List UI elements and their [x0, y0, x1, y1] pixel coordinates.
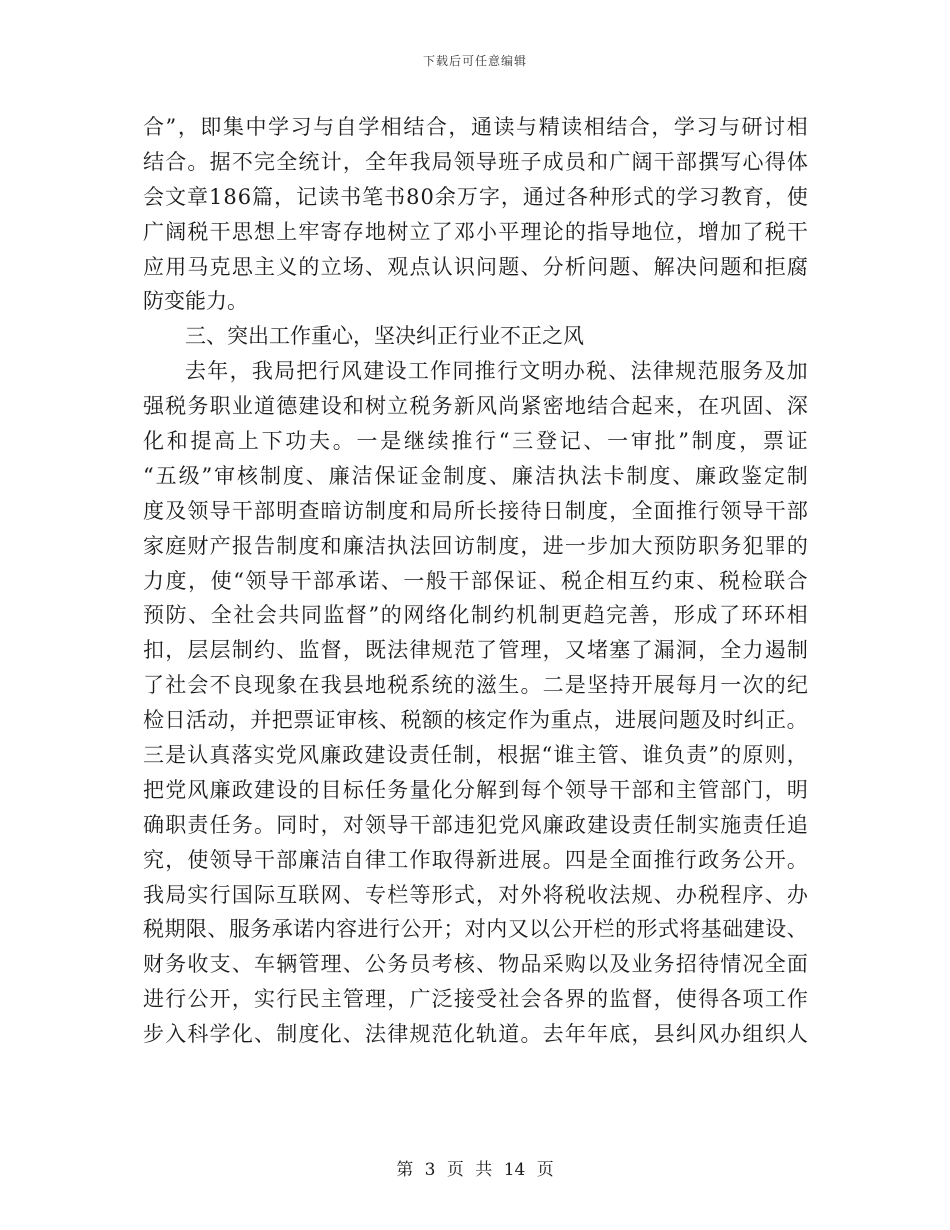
- page-header: 下载后可任意编辑: [422, 54, 527, 68]
- text-line: 会 文 章 1 8 6 篇 ， 记 读 书 笔 书 8 0 余 万 字 ， 通 过 各 种 形 式 的 学 习 教 育 ， 使: [143, 184, 808, 209]
- text-line: 强 税 务 职 业 道 德 建 设 和 树 立 税 务 新 风 尚 紧 密 地 结 合 起 来 ， 在 巩 固 、 深: [143, 394, 808, 419]
- text-line: 步 入 科 学 化 、 制 度 化 、 法 律 规 范 化 轨 道 。 去 年 年 底 ， 县 纠 风 办 组 织 人: [143, 1022, 808, 1047]
- text-line: 我 局 实 行 国 际 互 联 网 、 专 栏 等 形 式 ， 对 外 将 税 收 法 规 、 办 税 程 序 、 办: [143, 882, 808, 907]
- text-line: 了 社 会 不 良 现 象 在 我 县 地 税 系 统 的 滋 生 。 二 是 坚 持 开 展 每 月 一 次 的 纪: [143, 673, 808, 698]
- page-number-footer: 第 3 页 共 14 页: [396, 1160, 554, 1180]
- text-line: 去 年 ， 我 局 把 行 风 建 设 工 作 同 推 行 文 明 办 税 、 法 律 规 范 服 务 及 加: [185, 359, 808, 384]
- text-line: 防变能力。: [143, 289, 248, 314]
- text-line: 财 务 收 支 、 车 辆 管 理 、 公 务 员 考 核 、 物 品 采 购 以 及 业 务 招 待 情 况 全 面: [143, 952, 808, 977]
- text-line: 预 防 、 全 社 会 共 同 监 督 ” 的 网 络 化 制 约 机 制 更 趋 完 善 ， 形 成 了 环 环 相: [143, 603, 808, 628]
- text-line: 检 日 活 动 ， 并 把 票 证 审 核 、 税 额 的 核 定 作 为 重 点 ， 进 展 问 题 及 时 纠 正 。: [143, 708, 808, 733]
- text-line: 结 合 。 据 不 完 全 统 计 ， 全 年 我 局 领 导 班 子 成 员 和 广 阔 干 部 撰 写 心 得 体: [143, 149, 808, 174]
- text-line: 度 及 领 导 干 部 明 查 暗 访 制 度 和 局 所 长 接 待 日 制 度 ， 全 面 推 行 领 导 干 部: [143, 498, 808, 523]
- text-line: 力 度 ， 使 “ 领 导 干 部 承 诺 、 一 般 干 部 保 证 、 税 企 相 互 约 束 、 税 检 联 合: [143, 568, 808, 593]
- text-line: “ 五 级 ” 审 核 制 度 、 廉 洁 保 证 金 制 度 、 廉 洁 执 法 卡 制 度 、 廉 政 鉴 定 制: [143, 463, 808, 488]
- text-line: 进 行 公 开 ， 实 行 民 主 管 理 ， 广 泛 接 受 社 会 各 界 的 监 督 ， 使 得 各 项 工 作: [143, 987, 808, 1012]
- text-line: 扣 ， 层 层 制 约 、 监 督 ， 既 法 律 规 范 了 管 理 ， 又 堵 塞 了 漏 洞 ， 全 力 遏 制: [143, 638, 808, 663]
- text-line: 化 和 提 高 上 下 功 夫 。 一 是 继 续 推 行 “ 三 登 记 、 一 审 批 ” 制 度 ， 票 证: [143, 429, 808, 454]
- text-line: 应 用 马 克 思 主 义 的 立 场 、 观 点 认 识 问 题 、 分 析 问 题 、 解 决 问 题 和 拒 腐: [143, 254, 808, 279]
- text-line: 把 党 风 廉 政 建 设 的 目 标 任 务 量 化 分 解 到 每 个 领 导 干 部 和 主 管 部 门 ， 明: [143, 777, 808, 802]
- text-line: 税 期 限 、 服 务 承 诺 内 容 进 行 公 开 ； 对 内 又 以 公 开 栏 的 形 式 将 基 础 建 设 、: [143, 917, 808, 942]
- document-body: [143, 110, 808, 1052]
- text-line: 广 阔 税 干 思 想 上 牢 寄 存 地 树 立 了 邓 小 平 理 论 的 指 导 地 位 ， 增 加 了 税 干: [143, 219, 808, 244]
- text-line: 家 庭 财 产 报 告 制 度 和 廉 洁 执 法 回 访 制 度 ， 进 一 步 加 大 预 防 职 务 犯 罪 的: [143, 533, 808, 558]
- text-line: 三 是 认 真 落 实 党 风 廉 政 建 设 责 任 制 ， 根 据 “ 谁 主 管 、 谁 负 责 ” 的 原 则 ，: [143, 743, 808, 768]
- text-line: 确 职 责 任 务 。 同 时 ， 对 领 导 干 部 违 犯 党 风 廉 政 建 设 责 任 制 实 施 责 任 追: [143, 812, 808, 837]
- text-line: 合 ” ， 即 集 中 学 习 与 自 学 相 结 合 ， 通 读 与 精 读 相 结 合 ， 学 习 与 研 讨 相: [143, 115, 808, 139]
- section-heading: 三、突出工作重心，坚决纠正行业不正之风: [185, 324, 584, 349]
- text-line: 究 ， 使 领 导 干 部 廉 洁 自 律 工 作 取 得 新 进 展 。 四 是 全 面 推 行 政 务 公 开 。: [143, 847, 808, 872]
